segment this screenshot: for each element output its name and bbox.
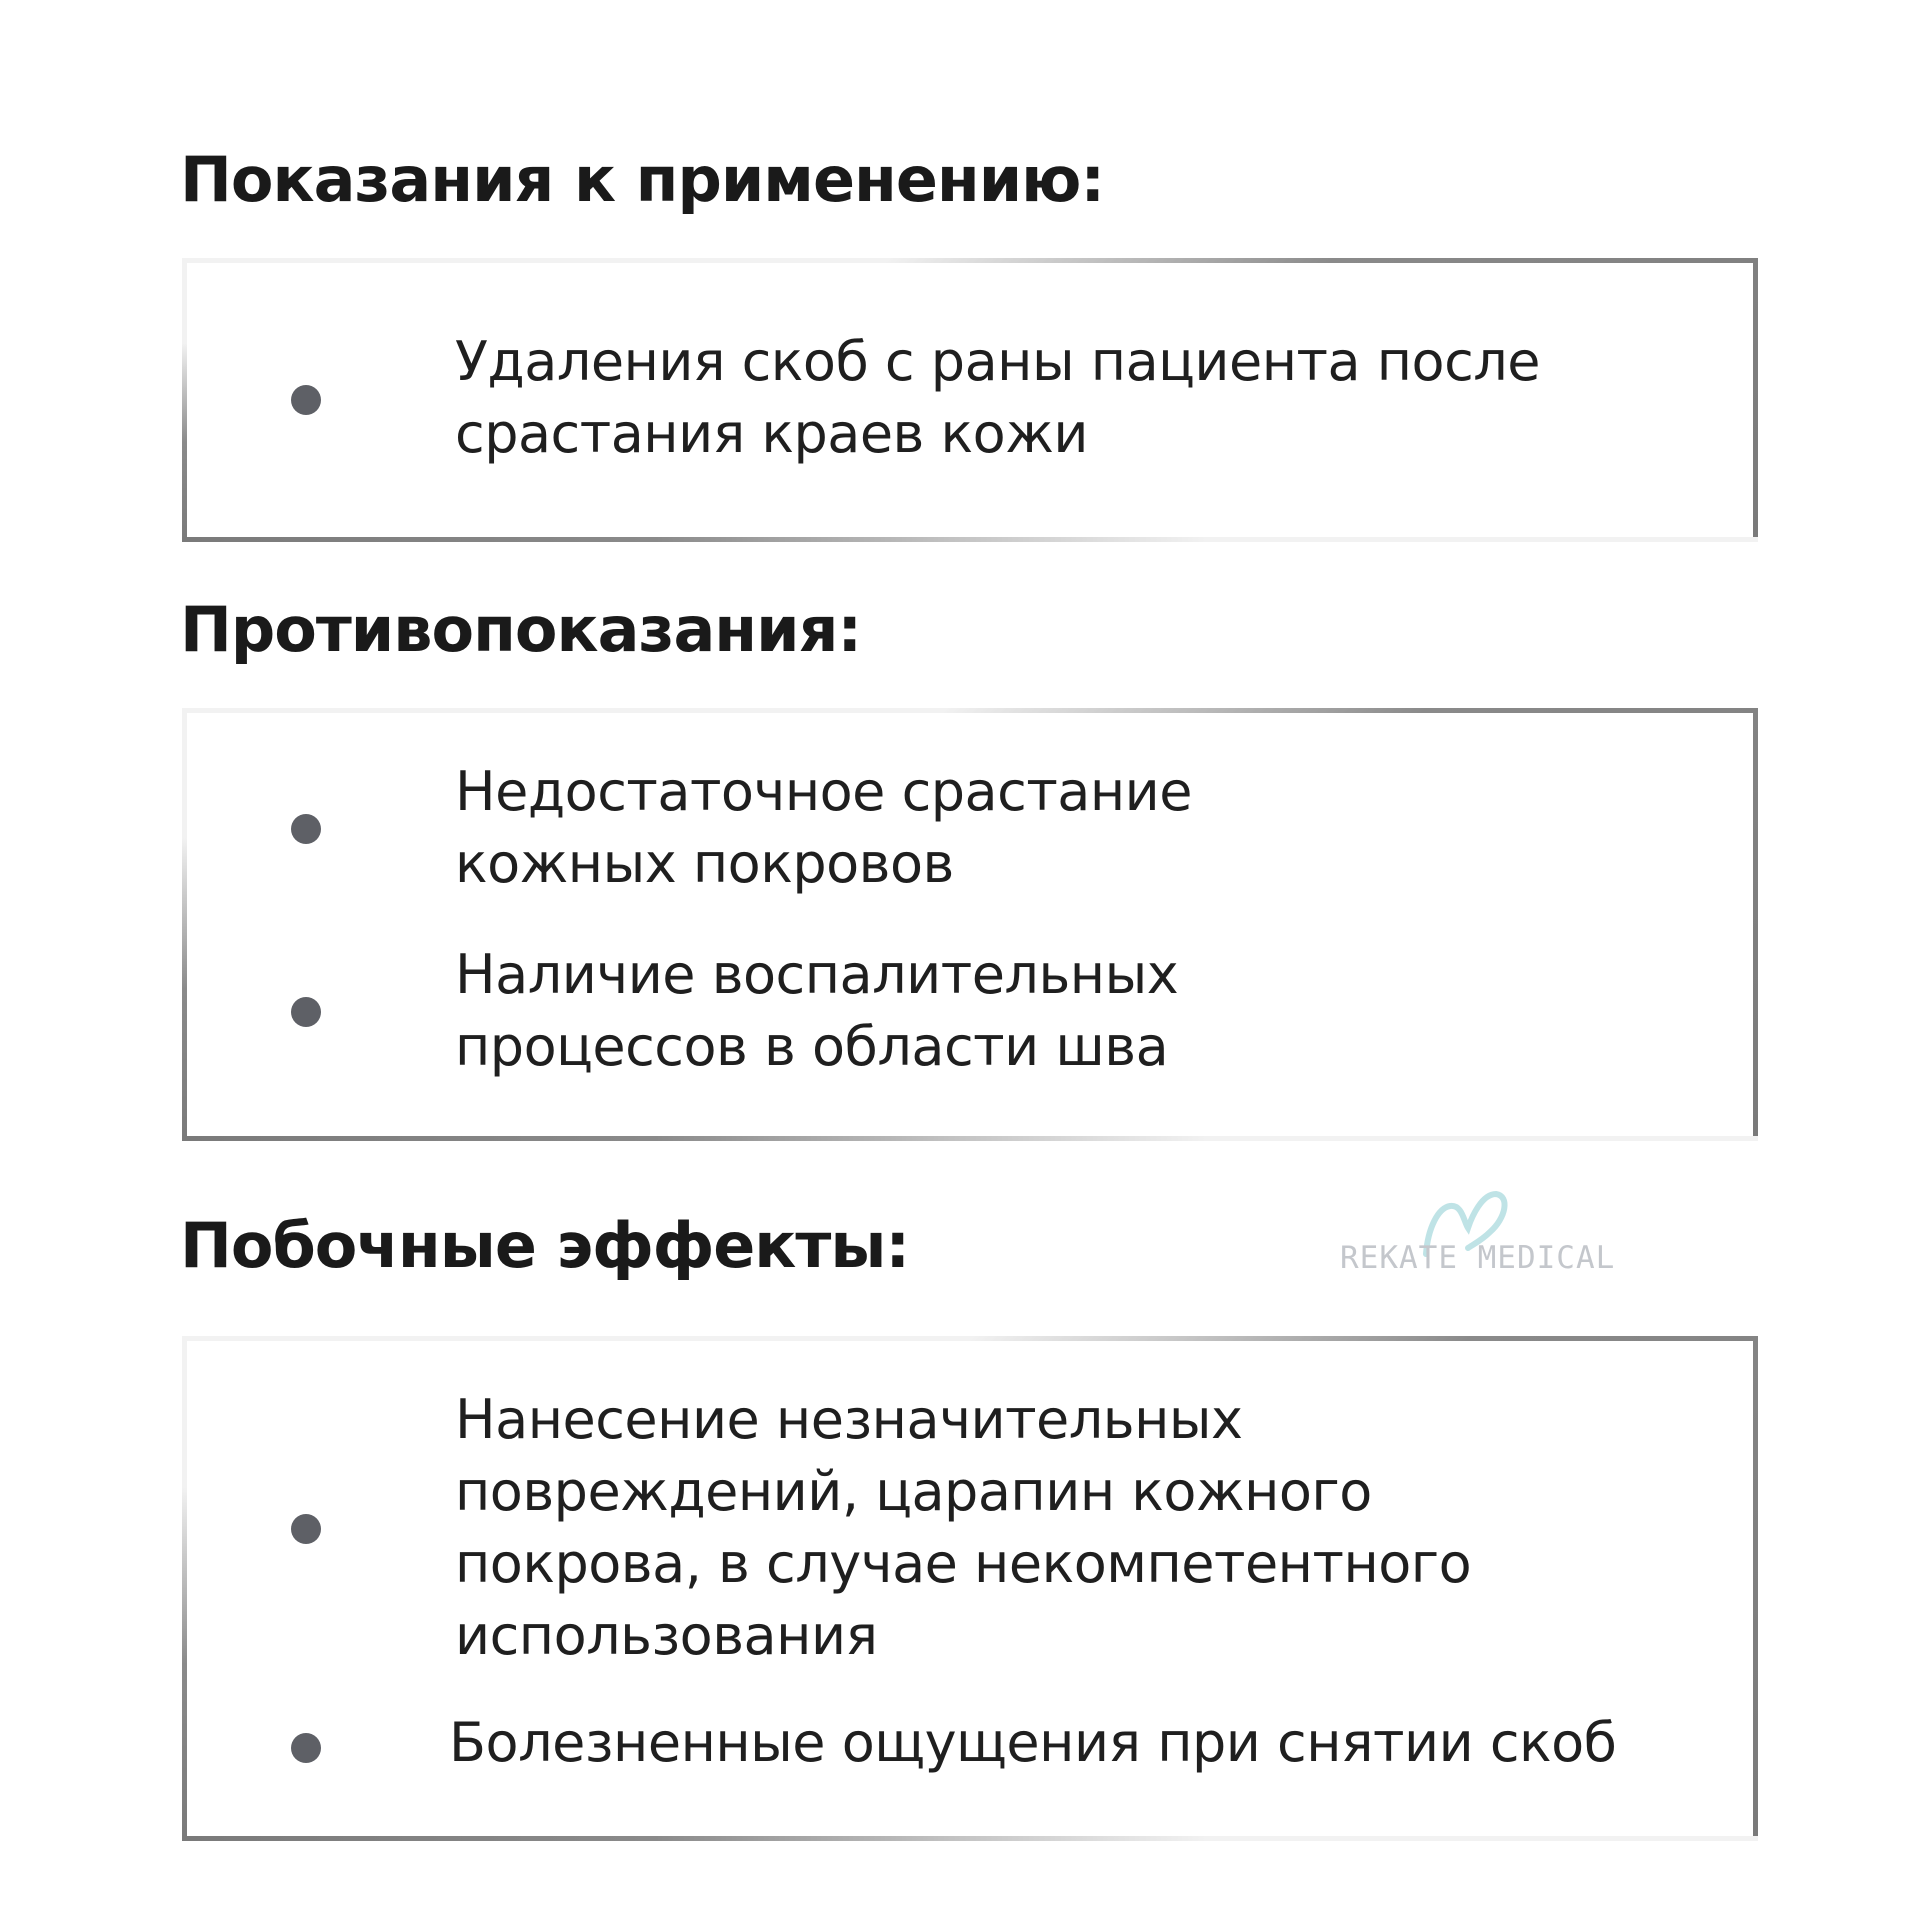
list-item-text: Удаления скоб с раны пациента после срастания краев кожи [455, 330, 1541, 465]
list-item-text: Недостаточное срастание кожных покровов [455, 760, 1192, 895]
list-item-text: Наличие воспалительных процессов в области шва [455, 943, 1179, 1078]
section-heading-indications: Показания к применению: [180, 143, 1105, 216]
bullet-icon [291, 385, 321, 415]
section-heading-side-effects: Побочные эффекты: [180, 1209, 910, 1282]
bullet-icon [291, 814, 321, 844]
section-heading-contraindications: Противопоказания: [180, 593, 862, 666]
indications-box [182, 258, 1758, 542]
side-effects-box [182, 1336, 1758, 1841]
list-item-text: Болезненные ощущения при снятии скоб [449, 1711, 1617, 1774]
list-item-text: Нанесение незначительных повреждений, царапин кожного покрова, в случае некомпетентного использования [455, 1388, 1472, 1667]
bullet-icon [291, 997, 321, 1027]
bullet-icon [291, 1733, 321, 1763]
watermark [1340, 1188, 1630, 1278]
watermark-text: REKATE MEDICAL [1340, 1240, 1616, 1276]
bullet-icon [291, 1514, 321, 1544]
contraindications-box [182, 708, 1758, 1141]
